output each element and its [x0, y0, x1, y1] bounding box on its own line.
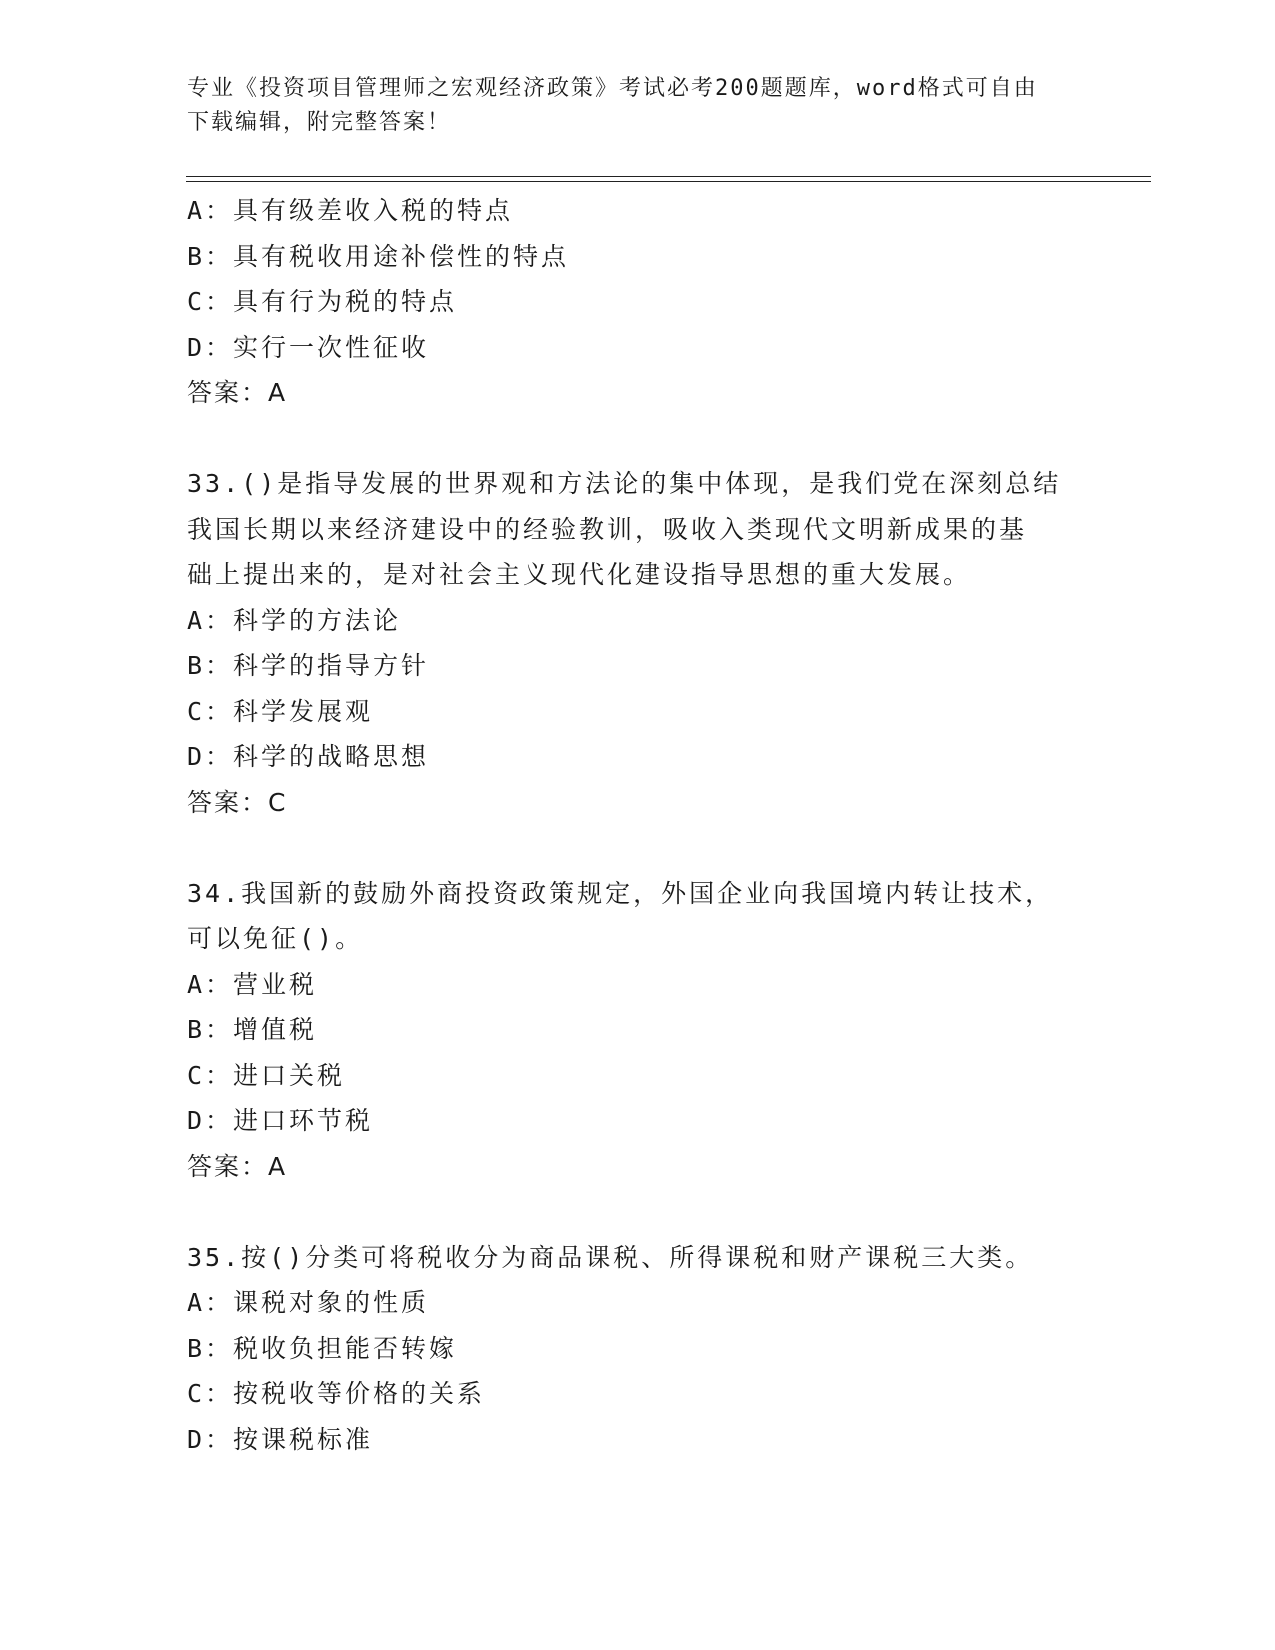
option-b: B：增值税 — [187, 1015, 318, 1044]
spacer — [187, 825, 1087, 871]
document-header — [187, 72, 1087, 140]
question-text-line: 35.按()分类可将税收分为商品课税、所得课税和财产课税三大类。 — [187, 1242, 1034, 1272]
option-a: A：科学的方法论 — [187, 605, 402, 635]
option-a: A：具有级差收入税的特点 — [187, 196, 514, 225]
question-text-line: 34.我国新的鼓励外商投资政策规定，外国企业向我国境内转让技术， — [187, 878, 1054, 908]
answer-label: 答案：A — [187, 1151, 288, 1181]
option-c: C：按税收等价格的关系 — [187, 1379, 486, 1408]
spacer — [187, 1189, 1087, 1235]
answer-label: 答案：C — [187, 787, 288, 817]
option-a: A：营业税 — [187, 969, 318, 999]
option-b: B：科学的指导方针 — [187, 651, 430, 680]
header-line-2: 下载编辑，附完整答案！ — [187, 110, 452, 135]
question-text-line: 可以免征()。 — [187, 924, 364, 953]
question-list — [187, 188, 1087, 1462]
option-b: B：税收负担能否转嫁 — [187, 1333, 458, 1363]
header-divider-bottom — [186, 181, 1151, 182]
option-d: D：按课税标准 — [187, 1424, 374, 1454]
question-text-line: 础上提出来的，是对社会主义现代化建设指导思想的重大发展。 — [187, 560, 972, 589]
option-d: D：进口环节税 — [187, 1106, 374, 1135]
question-block-35 — [187, 1235, 1087, 1463]
question-block-34 — [187, 871, 1087, 1190]
option-c: C：科学发展观 — [187, 696, 374, 726]
option-c: C：具有行为税的特点 — [187, 287, 458, 316]
header-divider-top — [186, 176, 1151, 177]
question-text-line: 33.()是指导发展的世界观和方法论的集中体现，是我们党在深刻总结 — [187, 469, 1062, 498]
spacer — [187, 416, 1087, 462]
option-b: B：具有税收用途补偿性的特点 — [187, 241, 570, 271]
option-a: A：课税对象的性质 — [187, 1288, 430, 1317]
header-line-1: 专业《投资项目管理师之宏观经济政策》考试必考200题题库，word格式可自由 — [187, 76, 1038, 101]
answer-label: 答案：A — [187, 378, 288, 407]
option-d: D：科学的战略思想 — [187, 742, 430, 771]
question-text-line: 我国长期以来经济建设中的经验教训，吸收入类现代文明新成果的基 — [187, 514, 1028, 544]
option-c: C：进口关税 — [187, 1060, 346, 1090]
option-d: D：实行一次性征收 — [187, 332, 430, 362]
question-block-prev — [187, 188, 1087, 416]
question-block-33 — [187, 461, 1087, 825]
